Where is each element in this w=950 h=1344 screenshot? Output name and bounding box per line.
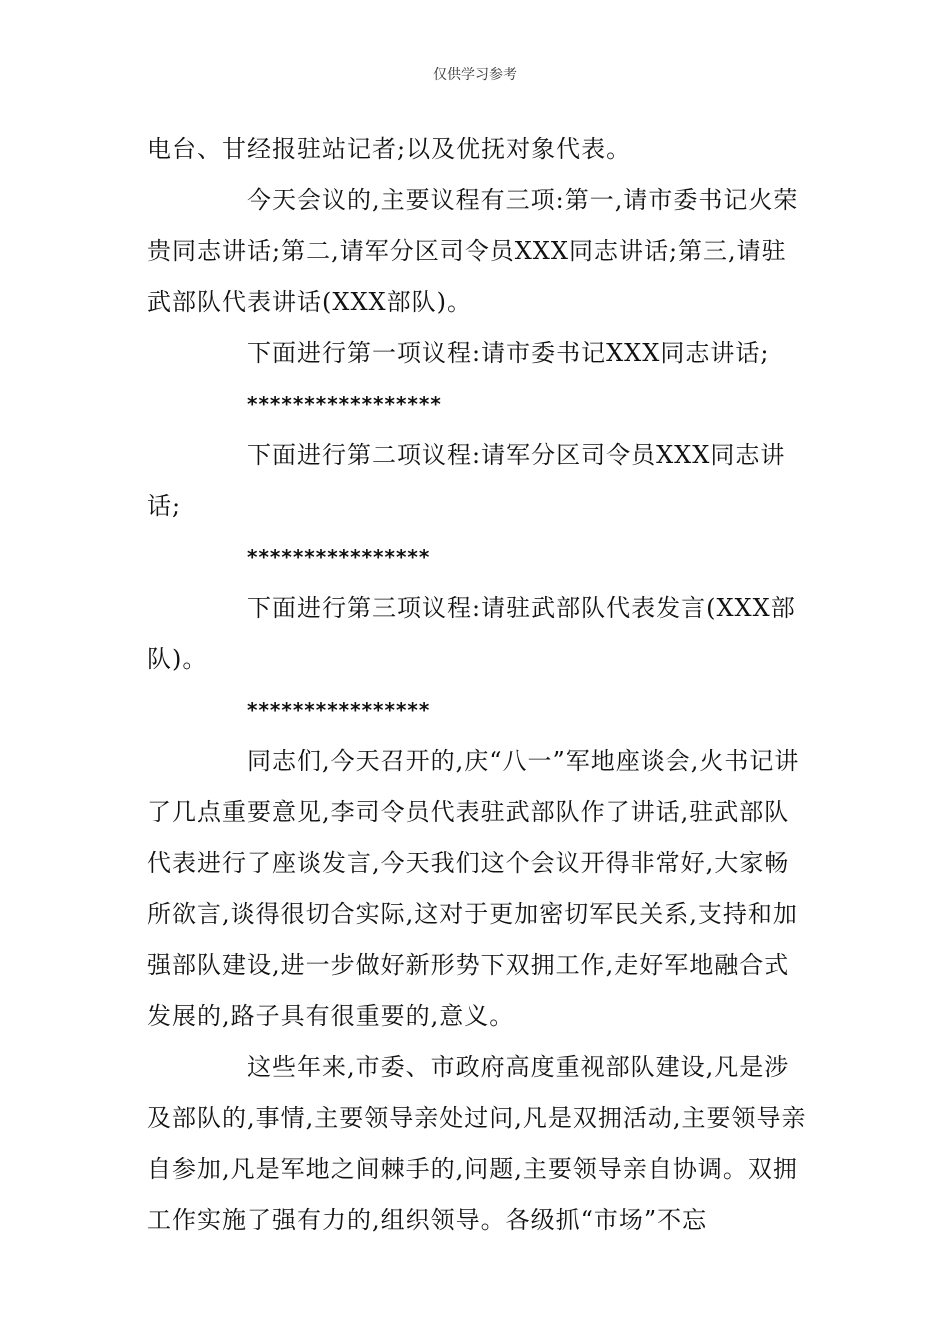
paragraph-attendees: 电台、甘经报驻站记者;以及优抚对象代表。	[147, 135, 632, 163]
separator-stars: ****************	[247, 545, 431, 569]
paragraph-agenda: 今天会议的,主要议程有三项:第一,请市委书记火荣贵同志讲话;第二,请军分区司令员XXX同志讲话;第三,请驻武部队代表讲话(XXX部队)。	[147, 186, 799, 316]
document-body	[147, 124, 807, 1246]
paragraph-agenda-item-3: 下面进行第三项议程:请驻武部队代表发言(XXX部队)。	[147, 594, 796, 673]
paragraph-recent-years: 这些年来,市委、市政府高度重视部队建设,凡是涉及部队的,事情,主要领导亲处过问,凡是双拥活动,主要领导亲自参加,凡是军地之间棘手的,问题,主要领导亲自协调。双拥工作实施了强有力的,组织领导。各级抓“市场”不忘	[147, 1053, 807, 1234]
page-header: 仅供学习参考	[433, 67, 517, 83]
paragraph-summary: 同志们,今天召开的,庆“八一”军地座谈会,火书记讲了几点重要意见,李司令员代表驻武部队作了讲话,驻武部队代表进行了座谈发言,今天我们这个会议开得非常好,大家畅所欲言,谈得很切合实际,这对于更加密切军民关系,支持和加强部队建设,进一步做好新形势下双拥工作,走好军地融合式发展的,路子具有很重要的,意义。	[147, 747, 800, 1030]
separator-stars: *****************	[247, 392, 442, 416]
paragraph-agenda-item-1: 下面进行第一项议程:请市委书记XXX同志讲话;	[247, 339, 770, 367]
paragraph-agenda-item-2: 下面进行第二项议程:请军分区司令员XXX同志讲话;	[147, 441, 786, 520]
separator-stars: ****************	[247, 698, 431, 722]
